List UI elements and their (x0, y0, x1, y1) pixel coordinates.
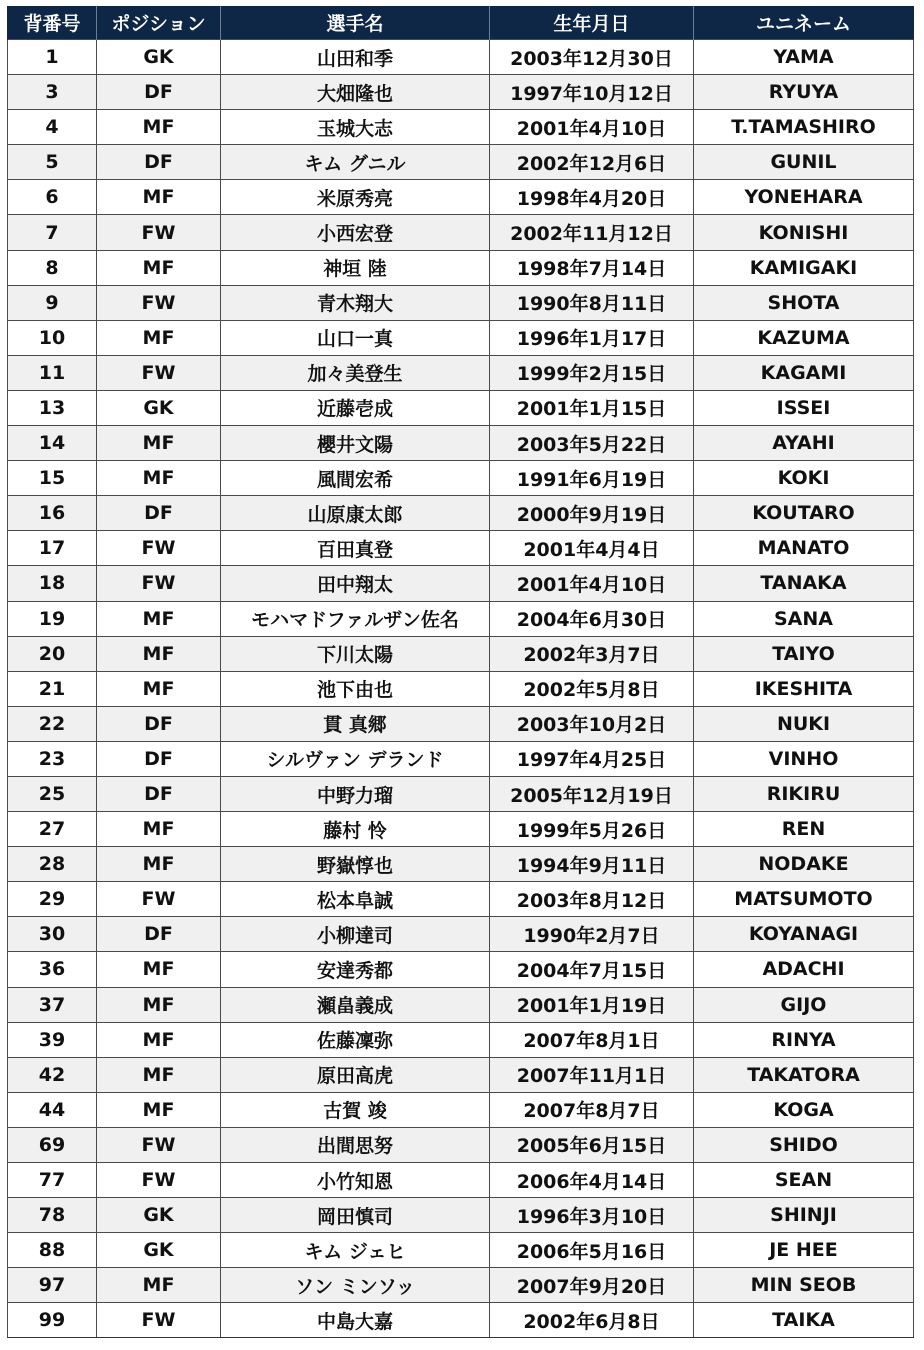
cell-birthdate: 1991年6月19日 (490, 461, 694, 496)
cell-player-name: 山原康太郎 (221, 496, 490, 531)
cell-position: MF (97, 952, 221, 987)
cell-player-name: 小竹知恩 (221, 1163, 490, 1198)
cell-number: 5 (8, 145, 97, 180)
cell-player-name: 山田和季 (221, 40, 490, 75)
cell-uniform-name: KAZUMA (694, 320, 914, 355)
cell-uniform-name: ADACHI (694, 952, 914, 987)
cell-uniform-name: SHINJI (694, 1198, 914, 1233)
cell-player-name: 田中翔太 (221, 566, 490, 601)
cell-birthdate: 1999年5月26日 (490, 812, 694, 847)
cell-player-name: モハマドファルザン佐名 (221, 601, 490, 636)
cell-number: 4 (8, 110, 97, 145)
cell-uniform-name: NODAKE (694, 847, 914, 882)
cell-player-name: 中島大嘉 (221, 1303, 490, 1338)
table-row (8, 1057, 914, 1092)
cell-uniform-name: KOGA (694, 1092, 914, 1127)
table-row (8, 987, 914, 1022)
cell-position: FW (97, 882, 221, 917)
cell-uniform-name: TANAKA (694, 566, 914, 601)
cell-uniform-name: YONEHARA (694, 180, 914, 215)
cell-birthdate: 2006年5月16日 (490, 1233, 694, 1268)
cell-position: FW (97, 531, 221, 566)
table-row (8, 636, 914, 671)
cell-number: 17 (8, 531, 97, 566)
table-row (8, 1163, 914, 1198)
cell-uniform-name: RIKIRU (694, 776, 914, 811)
cell-uniform-name: MIN SEOB (694, 1268, 914, 1303)
header-position: ポジション (97, 6, 221, 40)
cell-player-name: 米原秀亮 (221, 180, 490, 215)
cell-position: MF (97, 812, 221, 847)
cell-position: MF (97, 601, 221, 636)
cell-position: FW (97, 566, 221, 601)
cell-player-name: 中野力瑠 (221, 776, 490, 811)
cell-birthdate: 2004年7月15日 (490, 952, 694, 987)
cell-number: 20 (8, 636, 97, 671)
cell-player-name: 近藤壱成 (221, 390, 490, 425)
cell-birthdate: 1999年2月15日 (490, 355, 694, 390)
cell-player-name: 原田高虎 (221, 1057, 490, 1092)
cell-uniform-name: SHOTA (694, 285, 914, 320)
cell-number: 99 (8, 1303, 97, 1338)
cell-uniform-name: KOUTARO (694, 496, 914, 531)
table-row (8, 1127, 914, 1162)
cell-uniform-name: VINHO (694, 741, 914, 776)
cell-player-name: 岡田慎司 (221, 1198, 490, 1233)
cell-player-name: 百田真登 (221, 531, 490, 566)
cell-player-name: 山口一真 (221, 320, 490, 355)
cell-uniform-name: TAIYO (694, 636, 914, 671)
cell-uniform-name: T.TAMASHIRO (694, 110, 914, 145)
table-row (8, 706, 914, 741)
cell-number: 77 (8, 1163, 97, 1198)
cell-uniform-name: RYUYA (694, 75, 914, 110)
cell-player-name: 小柳達司 (221, 917, 490, 952)
cell-position: DF (97, 776, 221, 811)
cell-birthdate: 2002年3月7日 (490, 636, 694, 671)
cell-player-name: キム グニル (221, 145, 490, 180)
table-header (8, 6, 914, 40)
cell-position: MF (97, 461, 221, 496)
cell-position: DF (97, 741, 221, 776)
cell-position: FW (97, 1127, 221, 1162)
cell-number: 9 (8, 285, 97, 320)
cell-birthdate: 2003年10月2日 (490, 706, 694, 741)
cell-birthdate: 2002年5月8日 (490, 671, 694, 706)
cell-uniform-name: SANA (694, 601, 914, 636)
cell-position: MF (97, 1022, 221, 1057)
cell-number: 11 (8, 355, 97, 390)
cell-number: 6 (8, 180, 97, 215)
cell-position: MF (97, 671, 221, 706)
table-row (8, 40, 914, 75)
cell-position: MF (97, 250, 221, 285)
cell-uniform-name: TAKATORA (694, 1057, 914, 1092)
table-row (8, 215, 914, 250)
cell-position: FW (97, 285, 221, 320)
cell-position: MF (97, 180, 221, 215)
table-row (8, 75, 914, 110)
cell-birthdate: 2001年1月19日 (490, 987, 694, 1022)
cell-birthdate: 2002年6月8日 (490, 1303, 694, 1338)
cell-player-name: 貫 真郷 (221, 706, 490, 741)
cell-birthdate: 2001年4月4日 (490, 531, 694, 566)
cell-birthdate: 1998年4月20日 (490, 180, 694, 215)
cell-birthdate: 2007年11月1日 (490, 1057, 694, 1092)
cell-uniform-name: MANATO (694, 531, 914, 566)
cell-uniform-name: KONISHI (694, 215, 914, 250)
cell-player-name: 青木翔大 (221, 285, 490, 320)
cell-player-name: 下川太陽 (221, 636, 490, 671)
table-row (8, 1303, 914, 1338)
table-row (8, 110, 914, 145)
cell-number: 78 (8, 1198, 97, 1233)
table-row (8, 812, 914, 847)
cell-number: 19 (8, 601, 97, 636)
cell-birthdate: 2004年6月30日 (490, 601, 694, 636)
cell-player-name: 池下由也 (221, 671, 490, 706)
cell-player-name: 大畑隆也 (221, 75, 490, 110)
cell-position: MF (97, 1057, 221, 1092)
cell-uniform-name: SEAN (694, 1163, 914, 1198)
cell-uniform-name: IKESHITA (694, 671, 914, 706)
cell-birthdate: 2006年4月14日 (490, 1163, 694, 1198)
cell-birthdate: 2003年12月30日 (490, 40, 694, 75)
table-row (8, 285, 914, 320)
cell-uniform-name: AYAHI (694, 426, 914, 461)
cell-number: 1 (8, 40, 97, 75)
cell-number: 16 (8, 496, 97, 531)
roster-table-container (7, 6, 913, 1338)
cell-number: 7 (8, 215, 97, 250)
table-row (8, 776, 914, 811)
cell-uniform-name: GIJO (694, 987, 914, 1022)
cell-player-name: 古賀 竣 (221, 1092, 490, 1127)
cell-position: FW (97, 1303, 221, 1338)
cell-position: GK (97, 40, 221, 75)
table-row (8, 1022, 914, 1057)
cell-player-name: 藤村 怜 (221, 812, 490, 847)
cell-number: 42 (8, 1057, 97, 1092)
cell-birthdate: 2001年4月10日 (490, 110, 694, 145)
cell-uniform-name: ISSEI (694, 390, 914, 425)
cell-number: 36 (8, 952, 97, 987)
table-row (8, 1198, 914, 1233)
cell-player-name: 野嶽惇也 (221, 847, 490, 882)
cell-birthdate: 2007年8月1日 (490, 1022, 694, 1057)
cell-position: MF (97, 1092, 221, 1127)
cell-birthdate: 2005年6月15日 (490, 1127, 694, 1162)
cell-uniform-name: KOKI (694, 461, 914, 496)
cell-position: MF (97, 636, 221, 671)
table-row (8, 180, 914, 215)
header-uniform-name: ユニネーム (694, 6, 914, 40)
cell-birthdate: 1998年7月14日 (490, 250, 694, 285)
cell-position: GK (97, 1233, 221, 1268)
cell-position: GK (97, 1198, 221, 1233)
cell-number: 39 (8, 1022, 97, 1057)
cell-position: MF (97, 987, 221, 1022)
cell-birthdate: 1990年2月7日 (490, 917, 694, 952)
table-row (8, 952, 914, 987)
table-row (8, 355, 914, 390)
cell-uniform-name: NUKI (694, 706, 914, 741)
cell-uniform-name: KAGAMI (694, 355, 914, 390)
cell-position: DF (97, 917, 221, 952)
cell-position: FW (97, 355, 221, 390)
cell-uniform-name: KOYANAGI (694, 917, 914, 952)
cell-number: 3 (8, 75, 97, 110)
cell-number: 69 (8, 1127, 97, 1162)
table-row (8, 1233, 914, 1268)
cell-uniform-name: REN (694, 812, 914, 847)
cell-player-name: 加々美登生 (221, 355, 490, 390)
cell-birthdate: 2003年5月22日 (490, 426, 694, 461)
cell-position: GK (97, 390, 221, 425)
table-row (8, 1268, 914, 1303)
cell-number: 14 (8, 426, 97, 461)
cell-player-name: 松本阜誠 (221, 882, 490, 917)
cell-number: 13 (8, 390, 97, 425)
table-row (8, 461, 914, 496)
cell-position: MF (97, 320, 221, 355)
cell-player-name: 櫻井文陽 (221, 426, 490, 461)
cell-birthdate: 2002年11月12日 (490, 215, 694, 250)
cell-player-name: 神垣 陸 (221, 250, 490, 285)
cell-birthdate: 1996年1月17日 (490, 320, 694, 355)
cell-position: FW (97, 215, 221, 250)
cell-player-name: シルヴァン デランド (221, 741, 490, 776)
cell-player-name: 瀬畠義成 (221, 987, 490, 1022)
cell-number: 29 (8, 882, 97, 917)
cell-player-name: 小西宏登 (221, 215, 490, 250)
cell-number: 88 (8, 1233, 97, 1268)
cell-birthdate: 1990年8月11日 (490, 285, 694, 320)
cell-uniform-name: TAIKA (694, 1303, 914, 1338)
cell-number: 28 (8, 847, 97, 882)
header-row (8, 6, 914, 40)
table-row (8, 917, 914, 952)
cell-number: 15 (8, 461, 97, 496)
cell-position: MF (97, 847, 221, 882)
cell-position: MF (97, 426, 221, 461)
cell-uniform-name: JE HEE (694, 1233, 914, 1268)
cell-number: 22 (8, 706, 97, 741)
cell-player-name: 安達秀都 (221, 952, 490, 987)
cell-number: 97 (8, 1268, 97, 1303)
cell-player-name: 佐藤凜弥 (221, 1022, 490, 1057)
cell-position: DF (97, 145, 221, 180)
cell-birthdate: 2007年9月20日 (490, 1268, 694, 1303)
cell-number: 30 (8, 917, 97, 952)
cell-number: 18 (8, 566, 97, 601)
table-row (8, 671, 914, 706)
cell-position: MF (97, 1268, 221, 1303)
cell-position: MF (97, 110, 221, 145)
header-birthdate: 生年月日 (490, 6, 694, 40)
table-row (8, 847, 914, 882)
table-row (8, 496, 914, 531)
cell-birthdate: 2003年8月12日 (490, 882, 694, 917)
player-roster-table (7, 6, 914, 1338)
cell-position: DF (97, 75, 221, 110)
cell-uniform-name: GUNIL (694, 145, 914, 180)
cell-birthdate: 2002年12月6日 (490, 145, 694, 180)
cell-uniform-name: YAMA (694, 40, 914, 75)
table-row (8, 145, 914, 180)
cell-number: 21 (8, 671, 97, 706)
cell-uniform-name: KAMIGAKI (694, 250, 914, 285)
cell-player-name: 出間思努 (221, 1127, 490, 1162)
cell-birthdate: 1997年10月12日 (490, 75, 694, 110)
cell-number: 10 (8, 320, 97, 355)
table-row (8, 390, 914, 425)
cell-uniform-name: SHIDO (694, 1127, 914, 1162)
cell-player-name: 風間宏希 (221, 461, 490, 496)
cell-uniform-name: RINYA (694, 1022, 914, 1057)
table-row (8, 426, 914, 461)
cell-birthdate: 2000年9月19日 (490, 496, 694, 531)
cell-position: DF (97, 706, 221, 741)
table-row (8, 601, 914, 636)
cell-uniform-name: MATSUMOTO (694, 882, 914, 917)
cell-number: 23 (8, 741, 97, 776)
cell-number: 27 (8, 812, 97, 847)
cell-number: 8 (8, 250, 97, 285)
table-row (8, 566, 914, 601)
cell-number: 25 (8, 776, 97, 811)
table-row (8, 741, 914, 776)
header-number: 背番号 (8, 6, 97, 40)
cell-birthdate: 2005年12月19日 (490, 776, 694, 811)
cell-player-name: ソン ミンソッ (221, 1268, 490, 1303)
cell-birthdate: 1994年9月11日 (490, 847, 694, 882)
cell-birthdate: 2001年4月10日 (490, 566, 694, 601)
table-body (8, 40, 914, 1338)
cell-player-name: 玉城大志 (221, 110, 490, 145)
cell-player-name: キム ジェヒ (221, 1233, 490, 1268)
cell-birthdate: 2001年1月15日 (490, 390, 694, 425)
table-row (8, 531, 914, 566)
cell-number: 37 (8, 987, 97, 1022)
cell-birthdate: 2007年8月7日 (490, 1092, 694, 1127)
header-player-name: 選手名 (221, 6, 490, 40)
table-row (8, 1092, 914, 1127)
table-row (8, 250, 914, 285)
table-row (8, 320, 914, 355)
cell-birthdate: 1996年3月10日 (490, 1198, 694, 1233)
cell-number: 44 (8, 1092, 97, 1127)
cell-position: FW (97, 1163, 221, 1198)
cell-birthdate: 1997年4月25日 (490, 741, 694, 776)
cell-position: DF (97, 496, 221, 531)
table-row (8, 882, 914, 917)
